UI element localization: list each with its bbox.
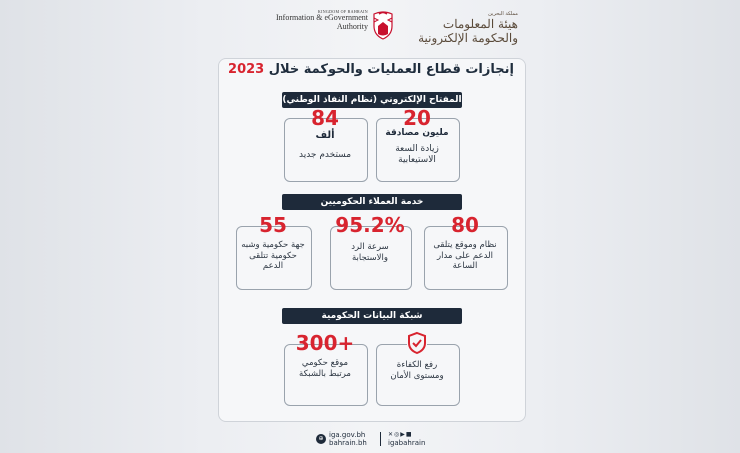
social-icons — [388, 431, 413, 438]
arabic-org-title: هيئة المعلومات والحكومة الإلكترونية — [418, 17, 518, 45]
stat-number: 84 — [311, 106, 339, 130]
stat-description: مستخدم جديد — [298, 150, 352, 160]
stat-description: رفع الكفاءة ومستوى الأمان — [390, 360, 444, 381]
page-title — [218, 62, 524, 77]
stat-description: جهة حكومية وشبه حكومية تتلقى الدعم — [241, 240, 305, 272]
globe-icon: ⊕ — [316, 434, 326, 444]
stat-number: 55 — [259, 213, 287, 237]
x-icon[interactable]: ✕ — [388, 431, 395, 438]
website-link-iga[interactable]: iga.gov.bh — [329, 431, 366, 439]
stat-unit: ألف — [315, 130, 335, 141]
stat-unit: مليون مصادقة — [385, 128, 449, 138]
youtube-icon[interactable]: ▶ — [400, 431, 406, 438]
stat-description: موقع حكومي مرتبط بالشبكة — [299, 358, 351, 379]
footer-divider — [380, 432, 381, 446]
stat-number: 80 — [451, 213, 479, 237]
stat-description: زيادة السعة الاستيعابية — [395, 144, 439, 166]
kingdom-label: KINGDOM OF BAHRAIN — [317, 9, 368, 14]
stat-number: 95.2% — [335, 213, 405, 237]
english-org-name — [256, 10, 368, 31]
stat-description: سرعة الرد والاستجابة — [351, 242, 389, 263]
org-name-line2: Authority — [336, 21, 368, 31]
website-link-bahrain[interactable]: bahrain.bh — [329, 439, 367, 447]
shield-check-icon — [407, 331, 427, 355]
stat-number: 300+ — [295, 331, 355, 355]
section-heading-data-network: شبكة البيانات الحكومية — [282, 308, 462, 324]
stat-number: 20 — [403, 106, 431, 130]
section-heading-customer-service: خدمة العملاء الحكوميين — [282, 194, 462, 210]
social-handle: igabahrain — [388, 439, 426, 447]
section-heading-ekey: المفتاح الإلكتروني (نظام النفاذ الوطني) — [282, 92, 462, 108]
header — [228, 8, 518, 45]
arabic-org-name — [398, 11, 518, 45]
title-year: 2023 — [228, 62, 265, 77]
footer — [312, 430, 452, 448]
arabic-kingdom-label: مملكة البحرين — [488, 11, 518, 17]
title-text: إنجازات قطاع العمليات والحوكمة خلال — [268, 62, 514, 77]
linkedin-icon[interactable]: ■ — [405, 431, 413, 438]
instagram-icon[interactable]: ◎ — [394, 431, 401, 438]
bahrain-crest-icon — [372, 10, 394, 40]
org-name-line1: Information & eGovernment — [276, 13, 368, 23]
stat-description: نظام وموقع يتلقى الدعم على مدار الساعة — [433, 240, 497, 272]
